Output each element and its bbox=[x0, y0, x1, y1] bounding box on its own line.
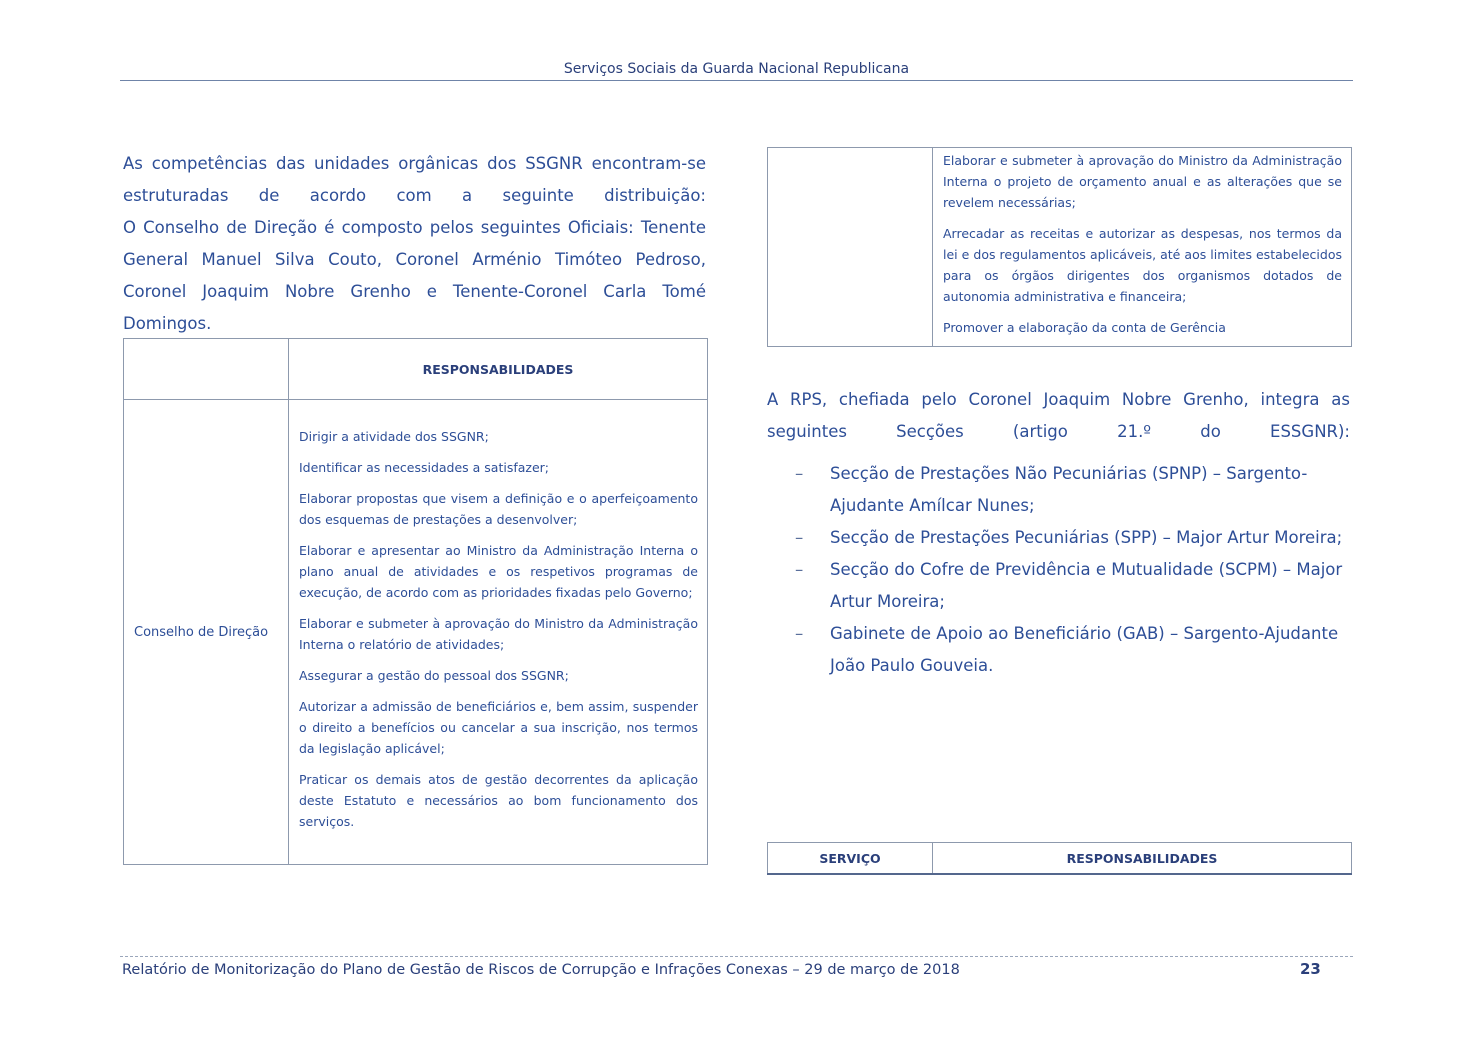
responsibilities-cell bbox=[289, 400, 708, 865]
list-item bbox=[795, 618, 1355, 682]
service-name-cell bbox=[768, 148, 933, 347]
responsibility-item: Autorizar a admissão de beneficiários e, bem assim, suspender o direito a benefícios ou cancelar a sua inscrição, nos termos da legislação aplicável; bbox=[299, 699, 698, 756]
responsibility-item: Praticar os demais atos de gestão decorrentes da aplicação deste Estatuto e necessários ao bom funcionamento dos serviços. bbox=[299, 772, 698, 829]
page-header-title: Serviços Sociais da Guarda Nacional Republicana bbox=[563, 61, 910, 77]
responsibilities-table-conselho bbox=[123, 338, 708, 865]
responsibilities-table-continuation bbox=[767, 147, 1352, 347]
dash-bullet-icon: – bbox=[795, 624, 804, 643]
intro-paragraph-1: As competências das unidades orgânicas dos SSGNR encontram-se estruturadas de acordo com a seguinte distribuição: bbox=[123, 154, 706, 205]
table-header-row bbox=[124, 339, 708, 400]
rps-text bbox=[767, 384, 1350, 448]
intro-text bbox=[123, 148, 706, 340]
service-responsibilities-table bbox=[767, 842, 1352, 875]
table-header-responsibilities: RESPONSABILIDADES bbox=[289, 339, 708, 400]
section-item-text: Secção de Prestações Não Pecuniárias (SPNP) – Sargento-Ajudante Amílcar Nunes; bbox=[830, 464, 1308, 515]
list-item bbox=[795, 522, 1355, 554]
page-number: 23 bbox=[1300, 960, 1321, 978]
responsibility-item: Promover a elaboração da conta de Gerência bbox=[943, 320, 1226, 335]
table-header-empty-cell bbox=[124, 339, 289, 400]
responsibility-item: Dirigir a atividade dos SSGNR; bbox=[299, 429, 489, 444]
responsibilities-cell bbox=[933, 148, 1352, 347]
responsibility-item: Elaborar e submeter à aprovação do Ministro da Administração Interna o relatório de atividades; bbox=[299, 616, 698, 652]
section-item-text: Gabinete de Apoio ao Beneficiário (GAB) – Sargento-Ajudante João Paulo Gouveia. bbox=[830, 624, 1339, 675]
responsibility-item: Elaborar propostas que visem a definição e o aperfeiçoamento dos esquemas de prestações a desenvolver; bbox=[299, 491, 698, 527]
footer-rule bbox=[120, 956, 1353, 957]
section-item-text: Secção do Cofre de Previdência e Mutualidade (SCPM) – Major Artur Moreira; bbox=[830, 560, 1343, 611]
sections-list bbox=[795, 458, 1355, 682]
table-row bbox=[768, 148, 1352, 347]
service-name-cell: Conselho de Direção bbox=[124, 400, 289, 865]
dash-bullet-icon: – bbox=[795, 464, 804, 483]
responsibility-item: Arrecadar as receitas e autorizar as despesas, nos termos da lei e dos regulamentos aplicáveis, até aos limites estabelecidos para os órgãos dirigentes dos organismos dotados de autonomia administrativa e financeira; bbox=[943, 226, 1342, 304]
list-item bbox=[795, 458, 1355, 522]
table-row bbox=[124, 400, 708, 865]
list-item bbox=[795, 554, 1355, 618]
dash-bullet-icon: – bbox=[795, 528, 804, 547]
responsibility-item: Elaborar e apresentar ao Ministro da Administração Interna o plano anual de atividades e os respetivos programas de execução, de acordo com as prioridades fixadas pelo Governo; bbox=[299, 543, 698, 600]
intro-paragraph-2: O Conselho de Direção é composto pelos seguintes Oficiais: Tenente General Manuel Silva Couto, Coronel Arménio Timóteo Pedroso, Coronel Joaquim Nobre Grenho e Tenente-Coronel Carla Tomé Domingos. bbox=[123, 218, 706, 333]
section-item-text: Secção de Prestações Pecuniárias (SPP) – Major Artur Moreira; bbox=[830, 528, 1343, 547]
rps-intro-paragraph: A RPS, chefiada pelo Coronel Joaquim Nobre Grenho, integra as seguintes Secções (artigo 21.º do ESSGNR): bbox=[767, 390, 1350, 441]
footer-text: Relatório de Monitorização do Plano de Gestão de Riscos de Corrupção e Infrações Conexas – 29 de março de 2018 bbox=[122, 962, 960, 978]
responsibility-item: Identificar as necessidades a satisfazer; bbox=[299, 460, 550, 475]
responsibility-item: Elaborar e submeter à aprovação do Ministro da Administração Interna o projeto de orçamento anual e as alterações que se revelem necessárias; bbox=[943, 153, 1342, 210]
table-header-responsibilities: RESPONSABILIDADES bbox=[933, 843, 1352, 875]
responsibility-item: Assegurar a gestão do pessoal dos SSGNR; bbox=[299, 668, 569, 683]
dash-bullet-icon: – bbox=[795, 560, 804, 579]
header-rule bbox=[120, 80, 1353, 81]
table-header-row bbox=[768, 843, 1352, 875]
table-header-service: SERVIÇO bbox=[768, 843, 933, 875]
